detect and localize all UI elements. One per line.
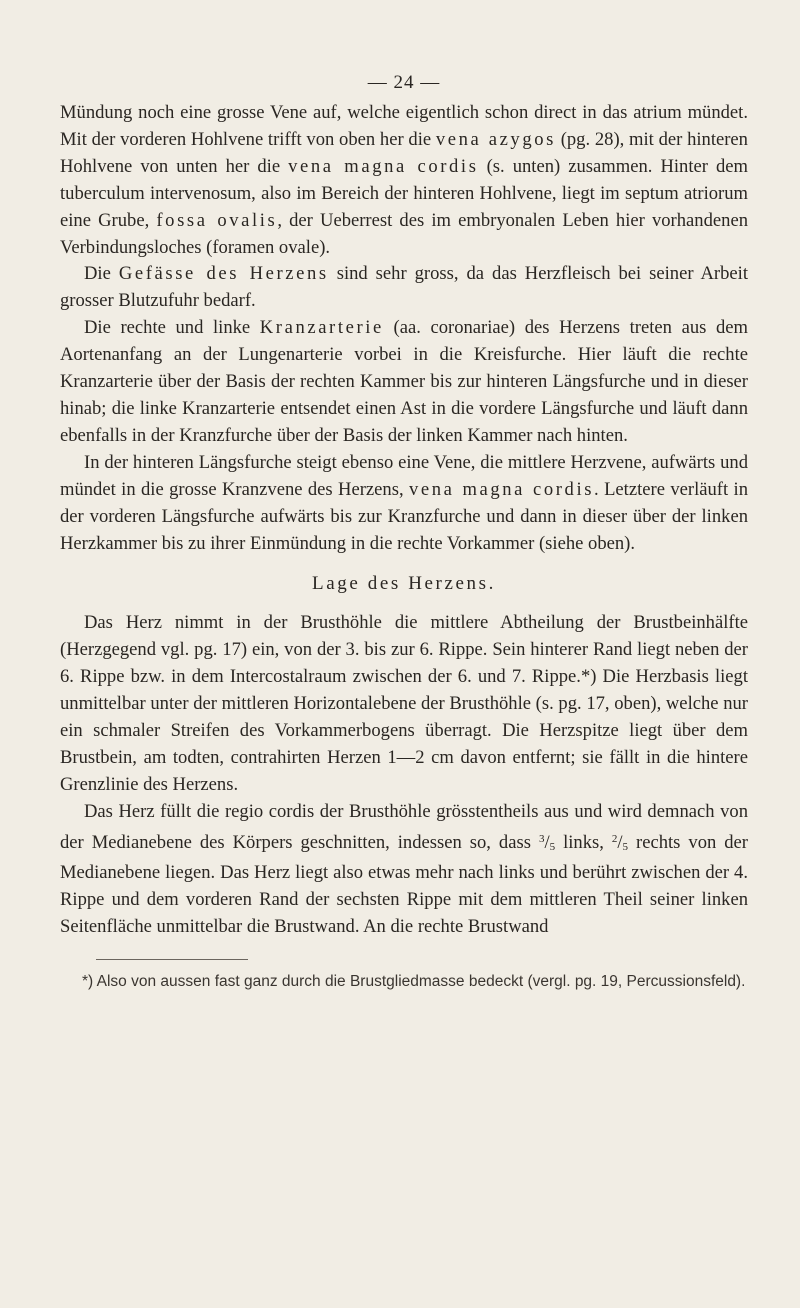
text-run: In der hinteren Längsfurche steigt ebenso eine Vene, die mittlere Herzvene, aufwärts und mündet in die grosse Kranzvene des Herzens, [60,451,748,500]
text-run: (s. unten) zusammen. Hinter dem tuberculum intervenosum, also im Bereich der hinteren Hohlvene, liegt im septum atriorum eine Grube, [60,155,749,231]
paragraph-veins-mouth [60,100,748,261]
text-run: links, [555,831,612,853]
text-run: Mündung noch eine grosse Vene auf, welche eigentlich schon direct in das atrium mündet. Mit der vorderen Hohlvene trifft von oben her die [60,102,748,150]
fraction-three-fifths: $^3/_5$ [538,831,556,853]
body-text [60,100,748,941]
term-gefaesse-des-herzens: Gefässe des Herzens [118,263,329,285]
text-run: Das Herz füllt die regio cordis der Brusthöhle grösstentheils aus und wird demnach von der Medianebene des Körpers geschnitten, indessen so, dass [60,800,748,853]
fraction-two-fifths: $^2/_5$ [611,831,629,853]
page-number: — 24 — [367,72,441,93]
paragraph-heart-veins [60,450,748,558]
term-vena-magna-cordis: vena magna cordis [288,155,479,177]
term-fossa-ovalis: fossa ovalis [156,209,278,231]
term-vena-magna-cordis-2: vena magna cordis [408,478,595,500]
paragraph-heart-position: Das Herz nimmt in der Brusthöhle die mittlere Abtheilung der Brustbeinhälfte (Herzgegend vgl. pg. 17) ein, von der 3. bis zur 6. Rippe. Sein hinterer Rand liegt neben der 6. Rippe bzw. in dem Intercostalraum zwischen der 6. und 7. Rippe.*) Die Herzbasis liegt unmittelbar unter der mittleren Horizontalebene der Brusthöhle (s. pg. 17, oben), welche nur ein schmaler Streifen des Vorkammerbogens überragt. Die Herzspitze liegt über dem Brustbein, am todten, contrahirten Herzen 1—2 cm davon entfernt; sie fällt in die hintere Grenzlinie des Herzens. [60,612,748,795]
text-run: (pg. 28), mit der hinteren Hohlvene von unten her die [60,128,748,177]
text-run: Die [84,263,119,285]
text-run: , der Ueberrest des im embryonalen Leben hier vorhandenen Verbindungsloches (foramen ovale). [60,209,748,258]
text-run: rechts von der Medianebene liegen. Das Herz liegt also etwas mehr nach links und berührt zwischen der 4. Rippe und dem vorderen Rand der sechsten Rippe mit dem mittleren Theil seiner linken Seitenfläche unmittelbar die Brustwand. An die rechte Brustwand [60,831,748,938]
term-kranzarterie: Kranzarterie [259,317,384,339]
paragraph-heart-vessels [60,261,748,315]
section-heading: Lage des Herzens. [312,573,496,595]
text-run: sind sehr gross, da das Herzfleisch bei seiner Arbeit grosser Blutzufuhr bedarf. [60,263,749,312]
text-run: Die rechte und linke [84,317,260,339]
footnote-divider [96,959,248,960]
footnote: *) Also von aussen fast ganz durch die Brustgliedmasse bedeckt (vergl. pg. 19, Percussionsfeld). [82,973,746,991]
paragraph-coronary-arteries [60,315,748,450]
paragraph-regio-cordis [60,799,748,942]
text-run: . Letztere verläuft in der vorderen Längsfurche aufwärts bis zur Kranzfurche und dann in dieser über der linken Herzkammer bis zu ihrer Einmündung in die rechte Vorkammer (siehe oben). [60,478,748,554]
text-run: (aa. coronariae) des Herzens treten aus dem Aortenanfang an der Lungenarterie vorbei in die Kreisfurche. Hier läuft die rechte Kranzarterie über der Basis der rechten Kammer bis zur hinteren Längsfurche und in dieser hinab; die linke Kranzarterie entsendet einen Ast in die vordere Längsfurche und läuft dann ebenfalls in der Kranzfurche über der Basis der linken Kammer nach hinten. [60,317,748,446]
term-vena-azygos: vena azygos [435,128,556,150]
